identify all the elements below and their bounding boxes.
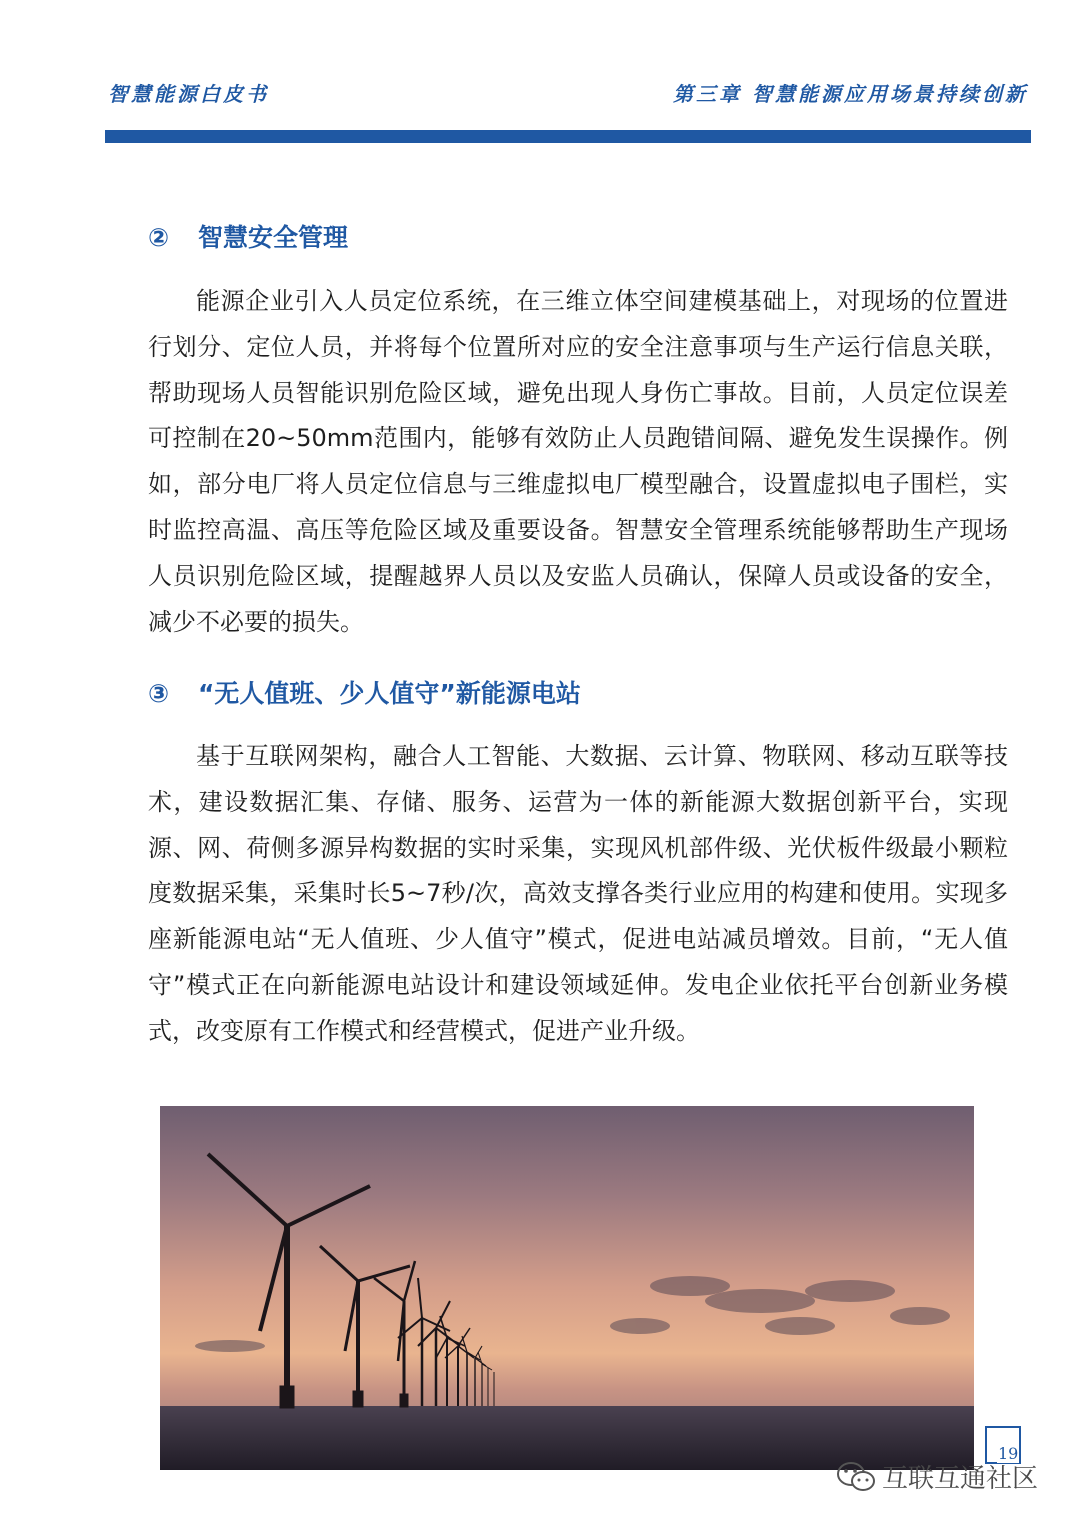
section-title: 智慧安全管理 <box>198 223 349 252</box>
offshore-wind-farm-photo <box>160 1106 974 1470</box>
page-number: 19 <box>998 1444 1019 1463</box>
watermark-text: 互联互通社区 <box>882 1464 1039 1494</box>
watermark <box>836 1458 1038 1495</box>
header-chapter-title: 第三章 智慧能源应用场景持续创新 <box>673 82 1028 106</box>
header-document-title: 智慧能源白皮书 <box>108 82 269 106</box>
wechat-icon <box>836 1460 876 1494</box>
header-divider <box>105 130 1031 143</box>
section-title: “无人值班、少人值守”新能源电站 <box>198 679 581 708</box>
paragraph-unmanned-station: 基于互联网架构，融合人工智能、大数据、云计算、物联网、移动互联等技术，建设数据汇集、存储、服务、运营为一体的新能源大数据创新平台，实现源、网、荷侧多源异构数据的实时采集，实现风机部件级、光伏板件级最小颗粒度数据采集，采集时长5~7秒/次，高效支撑各类行业应用的构建和使用。实现多座新能源电站“无人值班、少人值守”模式，促进电站减员增效。目前，“无人值守”模式正在向新能源电站设计和建设领域延伸。发电企业依托平台创新业务模式，改变原有工作模式和经营模式，促进产业升级。 <box>148 742 1008 1045</box>
section-number: ② <box>148 223 170 252</box>
section-number: ③ <box>148 679 170 708</box>
paragraph-safety-management: 能源企业引入人员定位系统，在三维立体空间建模基础上，对现场的位置进行划分、定位人员，并将每个位置所对应的安全注意事项与生产运行信息关联，帮助现场人员智能识别危险区域，避免出现人身伤亡事故。目前，人员定位误差可控制在20~50mm范围内，能够有效防止人员跑错间隔、避免发生误操作。例如，部分电厂将人员定位信息与三维虚拟电厂模型融合，设置虚拟电子围栏，实时监控高温、高压等危险区域及重要设备。智慧安全管理系统能够帮助生产现场人员识别危险区域，提醒越界人员以及安监人员确认，保障人员或设备的安全，减少不必要的损失。 <box>148 287 1008 636</box>
section-heading-unmanned-station <box>148 674 581 710</box>
section-heading-safety <box>148 218 348 254</box>
